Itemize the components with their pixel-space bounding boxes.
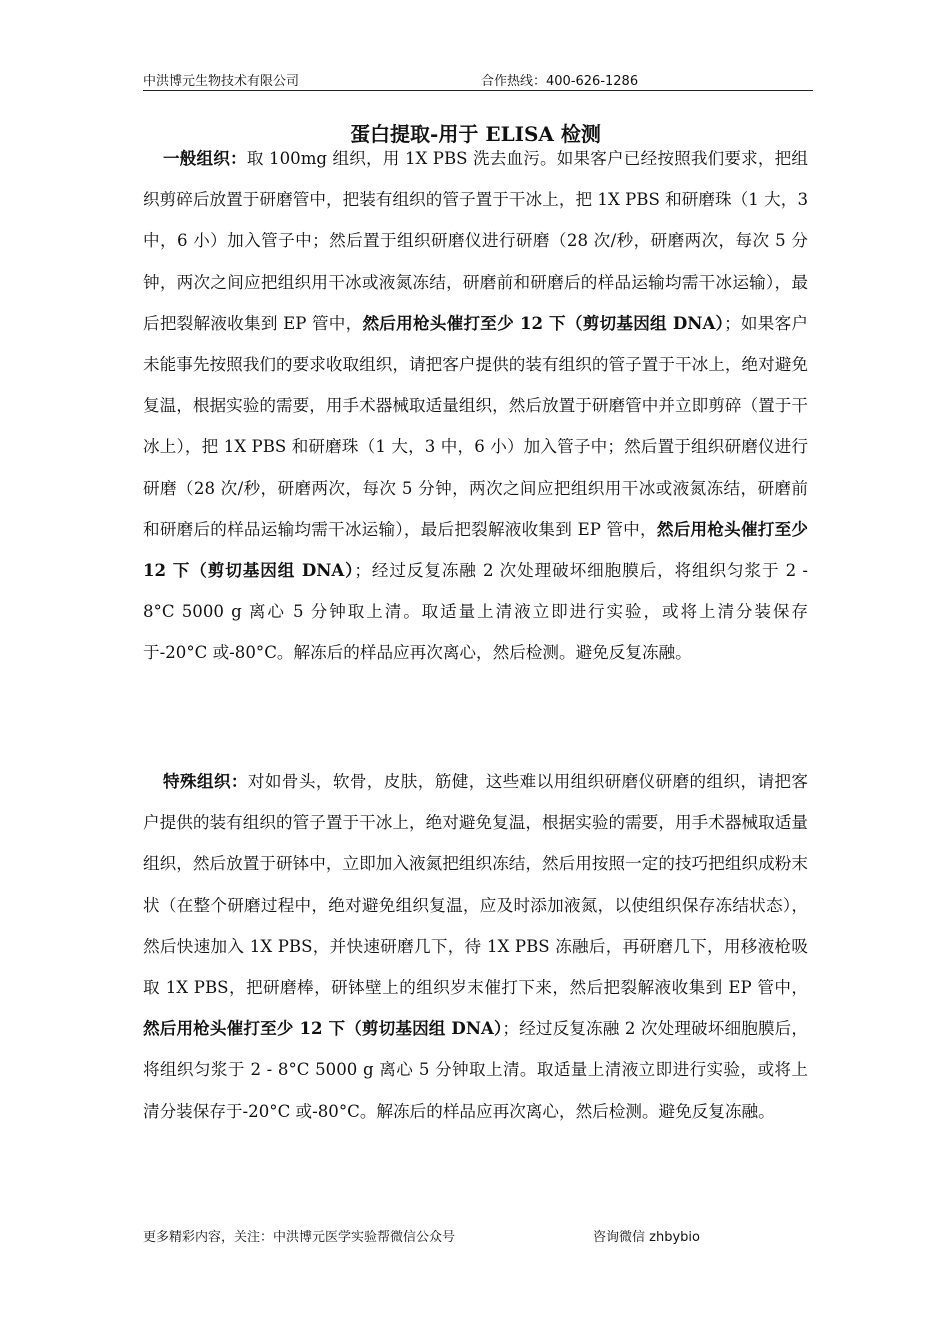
- general-tissue-bold-1: 然后用枪头催打至少 12 下（剪切基因组 DNA）: [362, 312, 725, 333]
- general-tissue-text-2: ；如果客户未能事先按照我们的要求收取组织，请把客户提供的装有组织的管子置于干冰上，绝对避免复温，根据实验的需要，用手术器械取适量组织，然后放置于研磨管中并立即剪碎（置于干冰上），把 1X PBS 和研磨珠（1 大，3 中，6 小）加入管子中；然后置于组织研磨仪进行研磨（28 次/秒，研磨两次，每次 5 分钟，两次之间应把组织用干冰或液氮冻结，研磨前和研磨后的样品运输均需干冰运输），最后把裂解液收集到 EP 管中，: [143, 313, 809, 539]
- page-header: [143, 66, 813, 91]
- general-tissue-bold-2: 然后用枪头催打至少 12 下（剪切基因组 DNA）: [143, 518, 808, 581]
- company-name: 中洪博元生物技术有限公司: [143, 74, 300, 89]
- footer-wechat: 咨询微信 zhbybio: [593, 1230, 700, 1245]
- hotline: 合作热线：400-626-1286: [481, 74, 639, 89]
- document-title: 蛋白提取-用于 ELISA 检测: [350, 122, 601, 146]
- special-tissue-label: 特殊组织：: [163, 771, 248, 791]
- paragraph-general-tissue: [143, 138, 808, 674]
- special-tissue-text-2: ；经过反复冻融 2 次处理破坏细胞膜后，将组织匀浆于 2 - 8°C 5000 g 离心 5 分钟取上清。取适量上清液立即进行实验，或将上清分装保存于-20°C 或-80°C。解冻后的样品应再次离心，然后检测。避免反复冻融。: [143, 1019, 808, 1121]
- special-tissue-text-1: 对如骨头，软骨，皮肤，筋健，这些难以用组织研磨仪研磨的组织，请把客户提供的装有组织的管子置于干冰上，绝对避免复温，根据实验的需要，用手术器械取适量组织，然后放置于研钵中，立即加入液氮把组织冻结，然后用按照一定的技巧把组织成粉末状（在整个研磨过程中，绝对避免组织复温，应及时添加液氮，以使组织保存冻结状态），然后快速加入 1X PBS，并快速研磨几下，待 1X PBS 冻融后，再研磨几下，用移液枪吸取 1X PBS，把研磨棒，研钵壁上的组织岁末催打下来，然后把裂解液收集到 EP 管中，: [143, 772, 809, 998]
- paragraph-special-tissue: [143, 761, 808, 1132]
- general-tissue-label: 一般组织：: [163, 148, 247, 168]
- general-tissue-text-3: ；经过反复冻融 2 次处理破坏细胞膜后，将组织匀浆于 2 - 8°C 5000 g 离心 5 分钟取上清。取适量上清液立即进行实验，或将上清分装保存于-20°C 或-80°C。解冻后的样品应再次离心，然后检测。避免反复冻融。: [143, 561, 808, 663]
- special-tissue-bold-1: 然后用枪头催打至少 12 下（剪切基因组 DNA）: [143, 1018, 503, 1039]
- footer-more-content: 更多精彩内容，关注：中洪博元医学实验帮微信公众号: [143, 1230, 456, 1245]
- general-tissue-text-1: 取 100mg 组织，用 1X PBS 洗去血污。如果客户已经按照我们要求，把组织剪碎后放置于研磨管中，把装有组织的管子置于干冰上，把 1X PBS 和研磨珠（1 大，3 中，6 小）加入管子中；然后置于组织研磨仪进行研磨（28 次/秒，研磨两次，每次 5 分钟，两次之间应把组织用干冰或液氮冻结，研磨前和研磨后的样品运输均需干冰运输），最后把裂解液收集到 EP 管中，: [143, 149, 809, 333]
